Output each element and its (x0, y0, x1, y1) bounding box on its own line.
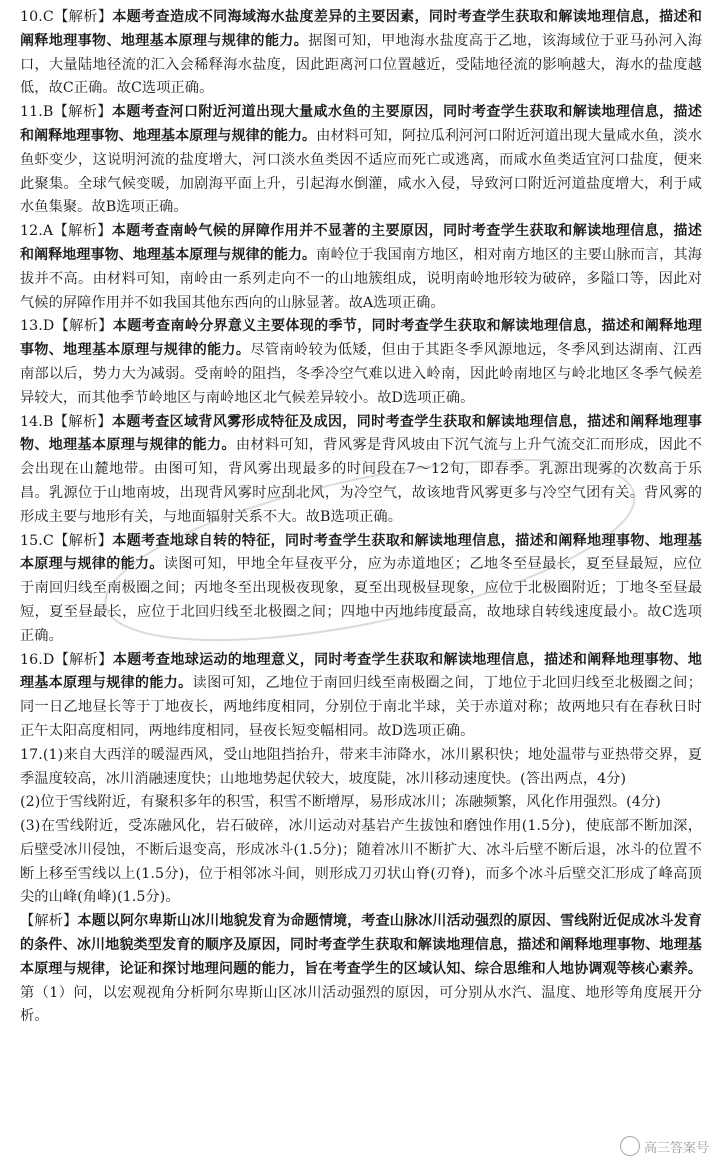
answer-label: 【解析】 (20, 913, 78, 930)
watermark-text: 高三答案号 (643, 1140, 709, 1156)
answer-label: 14.B【解析】 (20, 413, 113, 430)
answer-paragraph-q17a (20, 744, 702, 792)
analysis-body: 南岭位于我国南方地区，相对南方地区的主要山脉而言，其海拔并不高。由材料可知，南岭由一系列走向不一的山地簇组成，说明南岭地形较为破碎，多隘口等，因此对气候的屏障作用并不如我国其他东西向的山脉显著。故A选项正确。 (20, 246, 702, 311)
answer-paragraph-q16 (20, 649, 702, 744)
answer-paragraph-q17b (20, 791, 702, 815)
answer-paragraph-q14 (20, 411, 702, 530)
answer-paragraph-q17d (20, 910, 702, 1029)
answer-label: 15.C【解析】 (20, 532, 113, 549)
answer-document (20, 6, 702, 1029)
answer-paragraph-q10 (20, 6, 702, 101)
answer-label: 13.D【解析】 (20, 318, 113, 335)
answer-label: 16.D【解析】 (20, 651, 113, 668)
analysis-summary: 本题考查地球自转的特征，同时考查学生获取和解读地理信息，描述和阐释地理事物、地理基本原理与规律的能力。 (20, 532, 702, 573)
answer-label: 12.A【解析】 (20, 223, 112, 240)
analysis-summary: 本题考查南岭气候的屏障作用并不显著的主要原因，同时考查学生获取和解读地理信息，描述和阐释地理事物、地理基本原理与规律的能力。 (20, 223, 702, 263)
answer-paragraph-q12 (20, 220, 702, 315)
answer-label: 10.C【解析】 (20, 9, 113, 25)
analysis-body: 由材料可知，背风雾是背风坡由下沉气流与上升气流交汇而形成，因此不会出现在山麓地带。由图可知，背风雾出现最多的时间段在7～12旬，即春季。乳源出现雾的次数高于乐昌。乳源位于山地南坡，出现背风雾时应刮北风，为冷空气，故该地背风雾更多与冷空气团有关。背风雾的形成主要与地形有关，与地面辐射关系不大。故B选项正确。 (20, 437, 703, 525)
answer-label: 11.B【解析】 (20, 104, 113, 121)
answer-paragraph-q15 (20, 530, 702, 649)
analysis-body: 第（1）问，以宏观视角分析阿尔卑斯山区冰川活动强烈的原因，可分别从水汽、温度、地形等角度展开分析。 (20, 984, 702, 1025)
analysis-summary: 本题考查地球运动的地理意义，同时考查学生获取和解读地理信息，描述和阐释地理事物、地理基本原理与规律的能力。 (20, 651, 702, 692)
analysis-summary: 本题考查区域背风雾形成特征及成因，同时考查学生获取和解读地理信息，描述和阐释地理事物、地理基本原理与规律的能力。 (20, 413, 702, 454)
watermark-footer (620, 1136, 709, 1156)
analysis-summary: 本题考查造成不同海域海水盐度差异的主要因素，同时考查学生获取和解读地理信息，描述和阐释地理事物、地理基本原理与规律的能力。 (20, 9, 702, 49)
analysis-body: (3)在雪线附近，受冻融风化，岩石破碎，冰川运动对基岩产生拔蚀和磨蚀作用(1.5分)，使底部不断加深，后壁受冰川侵蚀，不断后退变高，形成冰斗(1.5分)；随着冰川不断扩大、冰斗后壁不断后退，冰斗的位置不断上移至雪线以上(1.5分)，位于相邻冰斗间，则形成刀刃状山脊(刃脊)，而多个冰斗后壁交汇形成了峰高顶尖的山峰(角峰)(1.5分)。 (20, 818, 702, 906)
analysis-body: 读图可知，甲地全年昼夜平分，应为赤道地区；乙地冬至昼最长，夏至昼最短，应位于南回归线至南极圈之间；丙地冬至出现极夜现象，夏至出现极昼现象，应位于北极圈附近；丁地冬至昼最短，夏至昼最长，应位于北回归线至北极圈之间；四地中丙地纬度最高，故地球自转线速度最小。故C选项正确。 (20, 556, 703, 644)
answer-paragraph-q13 (20, 315, 702, 410)
analysis-body: 尽管南岭较为低矮，但由于其距冬季风源地远，冬季风到达湖南、江西南部以后，势力大为减弱。受南岭的阻挡，冬季冷空气难以进入岭南，因此岭南地区与岭北地区冬季气候差异较大，而其他季节岭地区与南岭地区北气候差异较小。故D选项正确。 (20, 342, 702, 406)
analysis-body: 由材料可知，阿拉瓜利河河口附近河道出现大量咸水鱼，淡水鱼虾变少，这说明河流的盐度增大，河口淡水鱼类因不适应而死亡或逃离，而咸水鱼类适宜河口盐度，便来此聚集。全球气候变暖，加剧海平面上升，引起海水倒灌，咸水入侵，导致河口附近河道盐度增大，利于咸水鱼集聚。故B选项正确。 (20, 127, 702, 216)
analysis-body: 据图可知，甲地海水盐度高于乙地，该海域位于亚马孙河入海口，大量陆地径流的汇入会稀释海水盐度，因此距离河口位置越近，受陆地径流的影响越大，海水的盐度越低，故C正确。故C选项正确。 (20, 32, 702, 97)
analysis-summary: 本题以阿尔卑斯山冰川地貌发育为命题情境，考查山脉冰川活动强烈的原因、雪线附近促成冰斗发育的条件、冰川地貌类型发育的顺序及原因，同时考查学生获取和解读地理信息，描述和阐释地理事物、地理基本原理与规律，论证和探讨地理问题的能力，旨在考查学生的区域认知、综合思维和人地协调观等核心素养。 (20, 913, 702, 977)
answer-paragraph-q17c (20, 815, 702, 910)
answer-paragraph-q11 (20, 101, 702, 220)
analysis-summary: 本题考查南岭分界意义主要体现的季节，同时考查学生获取和解读地理信息，描述和阐释地理事物、地理基本原理与规律的能力。 (20, 318, 702, 359)
analysis-body: 读图可知，乙地位于南回归线至南极圈之间，丁地位于北回归线至北极圈之间；同一日乙地昼长等于丁地夜长，两地纬度相同，分别位于南北半球，关于赤道对称；故两地只有在春秋日时正午太阳高度相同，两地纬度相同，昼夜长短变幅相同。故D选项正确。 (20, 675, 702, 739)
analysis-summary: 本题考查河口附近河道出现大量咸水鱼的主要原因，同时考查学生获取和解读地理信息，描述和阐释地理事物、地理基本原理与规律的能力。 (20, 104, 702, 144)
analysis-body: (2)位于雪线附近，有聚积多年的积雪，积雪不断增厚，易形成冰川；冻融频繁，风化作用强烈。(4分) (20, 794, 661, 811)
analysis-body: 17.(1)来自大西洋的暖湿西风，受山地阻挡抬升，带来丰沛降水，冰川累积快；地处温带与亚热带交界，夏季温度较高，冰川消融速度快；山地地势起伏较大，坡度陡，冰川移动速度快。(答出两点，4分) (20, 746, 702, 787)
wechat-logo-icon (620, 1136, 640, 1156)
